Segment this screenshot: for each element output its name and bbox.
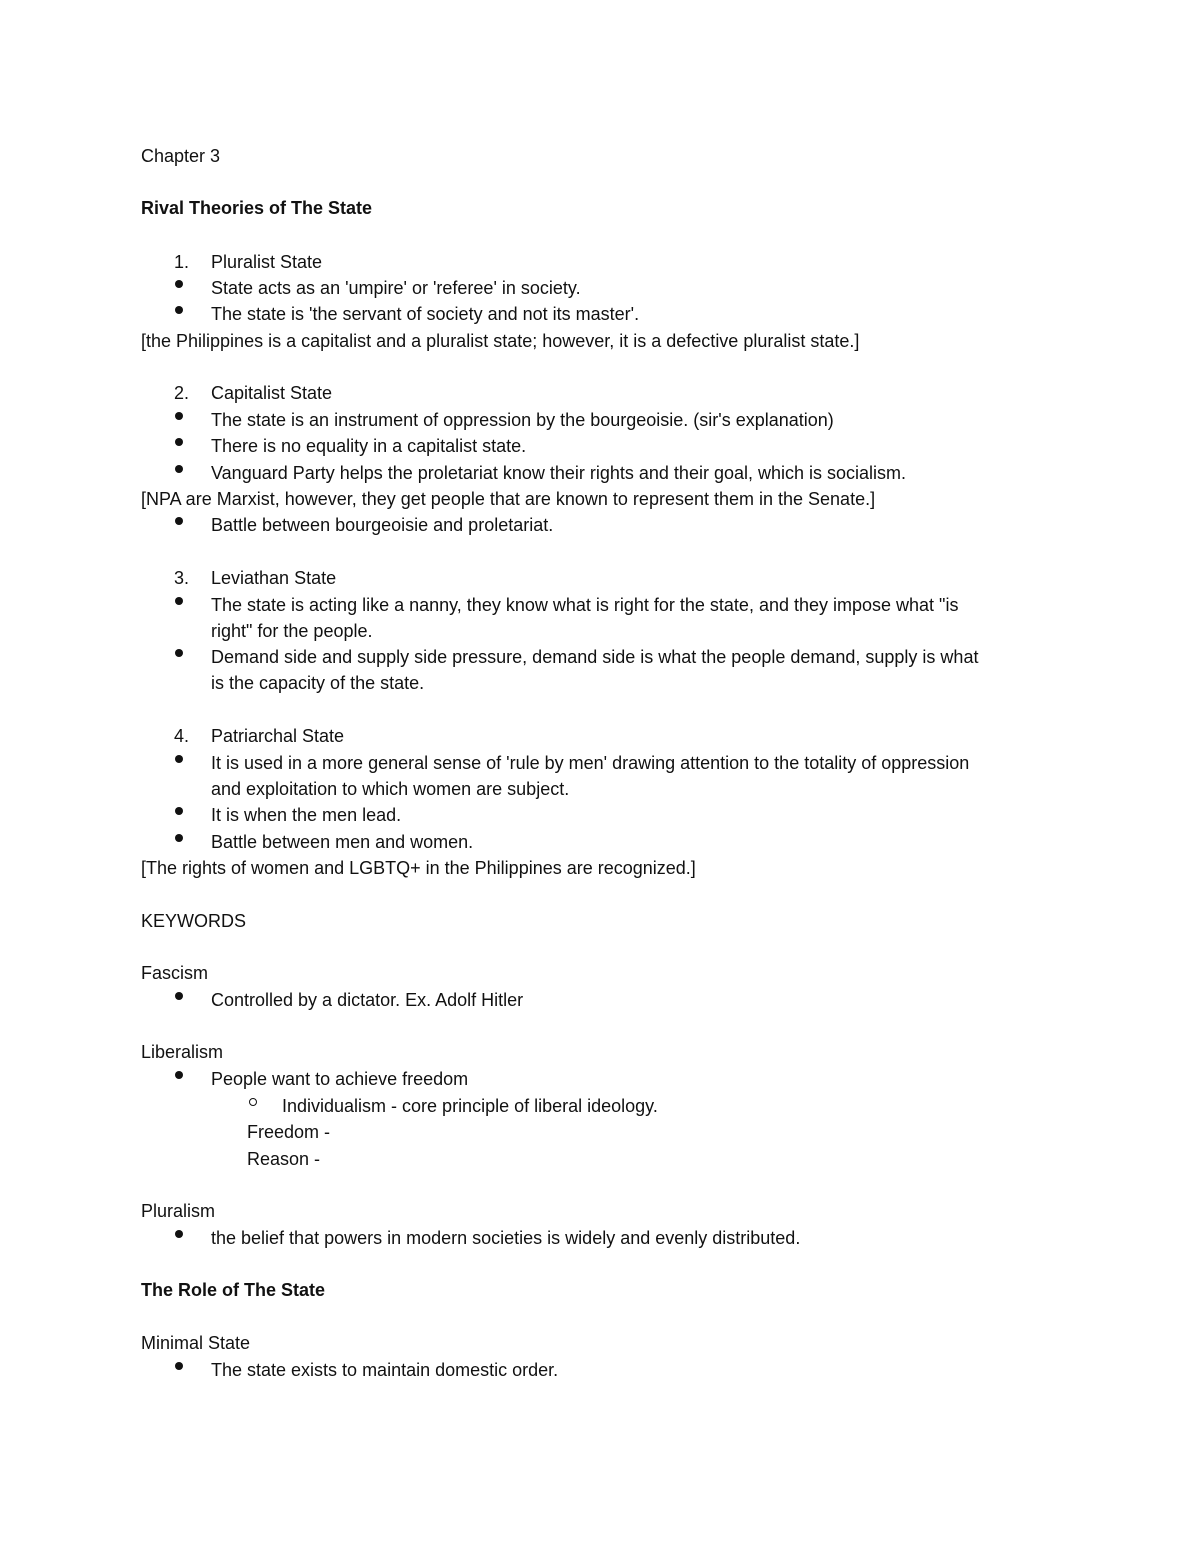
bullet-text: the belief that powers in modern societies is widely and evenly distributed. bbox=[211, 1228, 801, 1248]
list-item-title: Pluralist State bbox=[211, 252, 323, 272]
bullet-icon bbox=[175, 306, 183, 314]
sub-bullet-text: Individualism - core principle of liberal ideology. bbox=[282, 1096, 658, 1116]
bullet-text-continued: is the capacity of the state. bbox=[211, 673, 425, 693]
bullet-icon bbox=[175, 834, 183, 842]
bullet-icon bbox=[175, 597, 183, 605]
bullet-text: It is used in a more general sense of 'rule by men' drawing attention to the totality of oppression bbox=[211, 753, 970, 773]
list-number: 3. bbox=[174, 568, 190, 588]
bullet-icon bbox=[175, 280, 183, 288]
bullet-text: Vanguard Party helps the proletariat know their rights and their goal, which is socialism. bbox=[211, 463, 907, 483]
section-heading-rival-theories: Rival Theories of The State bbox=[141, 198, 373, 218]
bullet-text: Controlled by a dictator. Ex. Adolf Hitler bbox=[211, 990, 524, 1010]
bullet-icon bbox=[175, 755, 183, 763]
bullet-icon bbox=[175, 412, 183, 420]
bullet-text: State acts as an 'umpire' or 'referee' in society. bbox=[211, 278, 581, 298]
bracket-note: [The rights of women and LGBTQ+ in the Philippines are recognized.] bbox=[141, 858, 696, 878]
list-number: 4. bbox=[174, 726, 190, 746]
bracket-note: [NPA are Marxist, however, they get people that are known to represent them in the Senate.] bbox=[141, 489, 876, 509]
bullet-icon bbox=[175, 465, 183, 473]
bullet-text: The state is 'the servant of society and not its master'. bbox=[211, 304, 640, 324]
bullet-text-continued: right" for the people. bbox=[211, 621, 373, 641]
keyword-term: Liberalism bbox=[141, 1042, 224, 1062]
bullet-text: People want to achieve freedom bbox=[211, 1069, 469, 1089]
bullet-icon bbox=[175, 649, 183, 657]
bullet-icon bbox=[175, 992, 183, 1000]
list-item-title: Leviathan State bbox=[211, 568, 337, 588]
bullet-icon bbox=[175, 438, 183, 446]
bullet-text: It is when the men lead. bbox=[211, 805, 402, 825]
bullet-text: There is no equality in a capitalist state. bbox=[211, 436, 527, 456]
section-heading-role-of-state: The Role of The State bbox=[141, 1280, 326, 1300]
bullet-text: The state is an instrument of oppression by the bourgeoisie. (sir's explanation) bbox=[211, 410, 834, 430]
keyword-term: Pluralism bbox=[141, 1201, 216, 1221]
bullet-text: Battle between bourgeoisie and proletariat. bbox=[211, 515, 554, 535]
sub-bullet-icon bbox=[249, 1098, 257, 1106]
sub-item-text: Freedom - bbox=[247, 1122, 331, 1142]
bullet-text: Demand side and supply side pressure, demand side is what the people demand, supply is what bbox=[211, 647, 979, 667]
chapter-label: Chapter 3 bbox=[141, 146, 221, 166]
bullet-text: The state exists to maintain domestic order. bbox=[211, 1360, 559, 1380]
bullet-icon bbox=[175, 1362, 183, 1370]
list-number: 1. bbox=[174, 252, 190, 272]
bullet-icon bbox=[175, 517, 183, 525]
keywords-label: KEYWORDS bbox=[141, 911, 247, 931]
keyword-term: Minimal State bbox=[141, 1333, 251, 1353]
bracket-note: [the Philippines is a capitalist and a pluralist state; however, it is a defective pluralist state.] bbox=[141, 331, 860, 351]
bullet-icon bbox=[175, 1071, 183, 1079]
bullet-text: The state is acting like a nanny, they know what is right for the state, and they impose what "is bbox=[211, 595, 959, 615]
list-item-title: Patriarchal State bbox=[211, 726, 345, 746]
bullet-text-continued: and exploitation to which women are subject. bbox=[211, 779, 570, 799]
bullet-text: Battle between men and women. bbox=[211, 832, 474, 852]
sub-item-text: Reason - bbox=[247, 1149, 321, 1169]
keyword-term: Fascism bbox=[141, 963, 208, 983]
list-number: 2. bbox=[174, 383, 190, 403]
bullet-icon bbox=[175, 1230, 183, 1238]
bullet-icon bbox=[175, 807, 183, 815]
list-item-title: Capitalist State bbox=[211, 383, 333, 403]
